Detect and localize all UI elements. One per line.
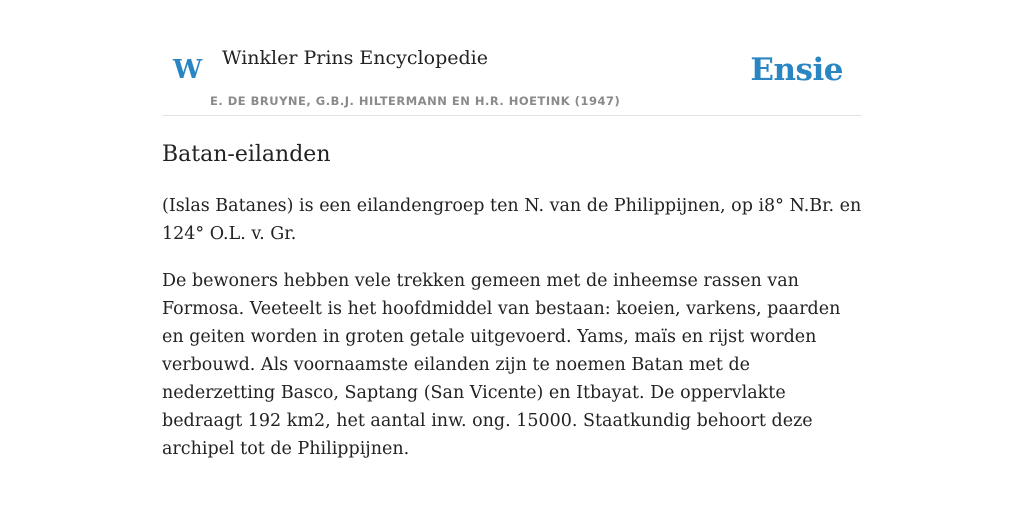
article-paragraph: (Islas Batanes) is een eilandengroep ten N. van de Philippijnen, op i8° N.Br. en 124° O.L. v. Gr. bbox=[162, 196, 862, 244]
article-paragraph: De bewoners hebben vele trekken gemeen met de inheemse rassen van Formosa. Veeteelt is het hoofdmiddel van bestaan: koeien, varkens, paarden en geiten worden in groten getale uitgevoerd. Yams, maïs en rijst worden verbouwd. Als voornaamste eilanden zijn te noemen Batan met de nederzetting Basco, Saptang (San Vicente) en Itbayat. De oppervlakte bedraagt 192 km2, het aantal inw. ong. 15000. Staatkundig behoort deze archipel tot de Philippijnen. bbox=[162, 271, 841, 459]
ensie-brand-logo[interactable]: Ensie bbox=[750, 52, 843, 88]
publication-title: Winkler Prins Encyclopedie bbox=[222, 47, 488, 69]
page-container bbox=[162, 0, 862, 459]
article-title: Batan-eilanden bbox=[162, 142, 331, 167]
winkler-prins-logo[interactable]: W bbox=[173, 55, 203, 85]
encyclopedia-header bbox=[162, 0, 862, 116]
article-body bbox=[162, 192, 862, 482]
publication-authors: E. DE BRUYNE, G.B.J. HILTERMANN EN H.R. HOETINK (1947) bbox=[210, 94, 621, 108]
